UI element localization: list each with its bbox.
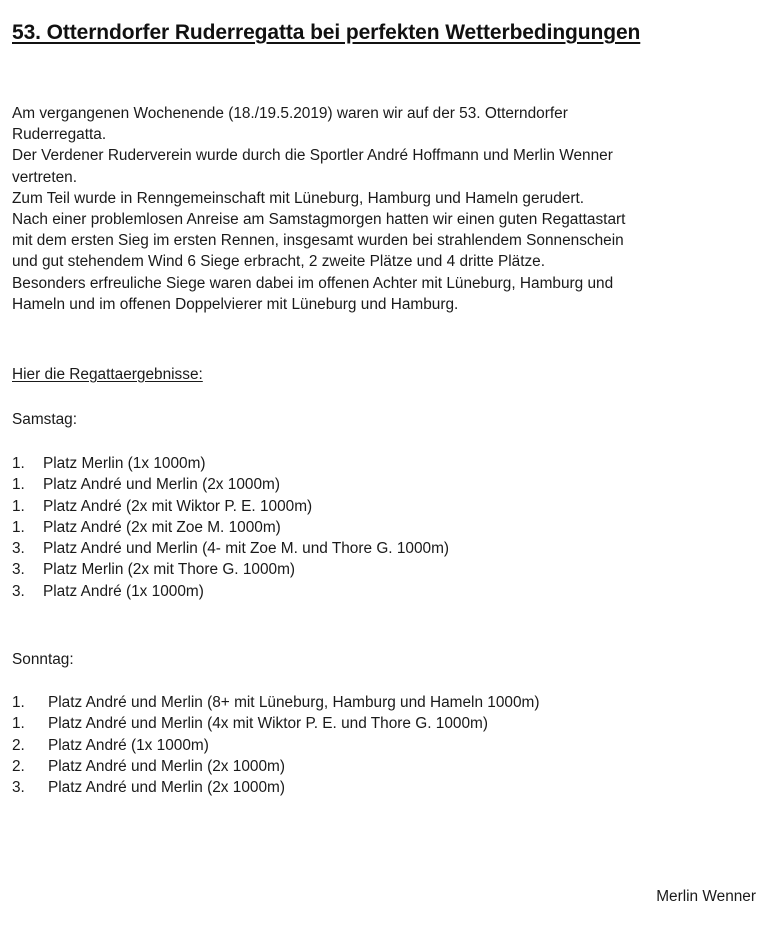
intro-line: Ruderregatta. <box>12 126 107 144</box>
result-text: Platz André und Merlin (2x 1000m) <box>48 757 285 775</box>
result-row <box>12 517 449 538</box>
result-row <box>12 713 539 734</box>
intro-line: Nach einer problemlosen Anreise am Samstagmorgen hatten wir einen guten Regattastart <box>12 211 626 229</box>
result-text: Platz André (1x 1000m) <box>48 736 209 754</box>
result-rank: 3. <box>12 561 25 579</box>
result-row <box>12 735 539 756</box>
result-text: Platz Merlin (1x 1000m) <box>43 455 206 472</box>
intro-line: und gut stehendem Wind 6 Siege erbracht, 2 zweite Plätze und 4 dritte Plätze. <box>12 253 545 271</box>
result-row <box>12 474 449 495</box>
result-rank: 3. <box>12 540 25 558</box>
result-text: Platz André und Merlin (4x mit Wiktor P. E. und Thore G. 1000m) <box>48 715 488 733</box>
result-rank: 1. <box>12 518 25 536</box>
result-row <box>12 692 539 713</box>
result-rank: 1. <box>12 476 25 494</box>
result-text: Platz André und Merlin (4- mit Zoe M. und Thore G. 1000m) <box>43 540 450 558</box>
result-text: Platz André (1x 1000m) <box>43 582 204 600</box>
result-rank: 1. <box>12 497 25 515</box>
result-text: Platz Merlin (2x mit Thore G. 1000m) <box>43 561 296 579</box>
intro-line: Der Verdener Ruderverein wurde durch die Sportler André Hoffmann und Merlin Wenner <box>12 147 613 165</box>
sunday-results-list <box>12 692 539 798</box>
author-signature: Merlin Wenner <box>656 888 756 905</box>
intro-line: Besonders erfreuliche Siege waren dabei im offenen Achter mit Lüneburg, Hamburg und <box>12 274 614 292</box>
result-text: Platz André und Merlin (2x 1000m) <box>43 476 280 494</box>
sunday-label: Sonntag: <box>12 651 74 668</box>
result-row <box>12 559 449 580</box>
intro-line: Hameln und im offenen Doppelvierer mit Lüneburg und Hamburg. <box>12 295 459 313</box>
result-rank: 3. <box>12 582 25 600</box>
result-rank: 2. <box>12 757 25 775</box>
result-row <box>12 538 449 559</box>
article-title: 53. Otterndorfer Ruderregatta bei perfekten Wetterbedingungen <box>12 21 641 44</box>
result-text: Platz André und Merlin (8+ mit Lüneburg, Hamburg und Hameln 1000m) <box>48 694 540 711</box>
intro-line: mit dem ersten Sieg im ersten Rennen, insgesamt wurden bei strahlendem Sonnenschein <box>12 232 624 250</box>
result-text: Platz André und Merlin (2x 1000m) <box>48 779 285 797</box>
result-text: Platz André (2x mit Zoe M. 1000m) <box>43 518 281 536</box>
results-heading: Hier die Regattaergebnisse: <box>12 366 203 383</box>
result-rank: 2. <box>12 736 25 754</box>
result-rank: 1. <box>12 455 25 472</box>
intro-line: Am vergangenen Wochenende (18./19.5.2019) waren wir auf der 53. Otterndorfer <box>12 105 568 122</box>
result-rank: 3. <box>12 779 25 797</box>
intro-paragraph <box>12 103 764 315</box>
result-text: Platz André (2x mit Wiktor P. E. 1000m) <box>43 497 313 515</box>
result-row <box>12 756 539 777</box>
result-row <box>12 496 449 517</box>
result-rank: 1. <box>12 715 25 733</box>
saturday-label: Samstag: <box>12 411 78 428</box>
result-row <box>12 581 449 602</box>
intro-line: vertreten. <box>12 168 78 186</box>
result-rank: 1. <box>12 694 25 711</box>
result-row <box>12 777 539 798</box>
result-row <box>12 453 449 474</box>
saturday-results-list <box>12 453 449 602</box>
intro-line: Zum Teil wurde in Renngemeinschaft mit Lüneburg, Hamburg und Hameln gerudert. <box>12 189 585 207</box>
